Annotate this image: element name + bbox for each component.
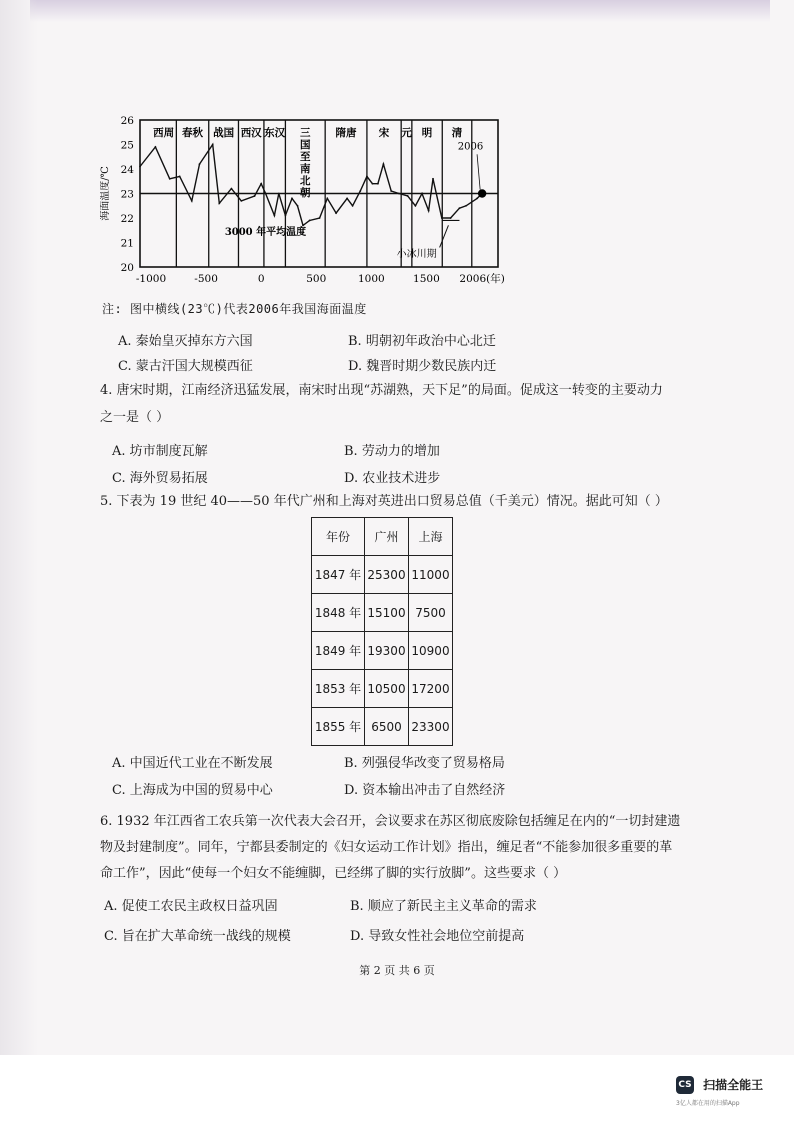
period-label: 宋	[378, 127, 390, 139]
option-text: 资本输出冲击了自然经济	[362, 783, 506, 798]
temperature-series-line	[140, 145, 482, 226]
x-tick-label: 1000	[357, 273, 385, 285]
temperature-data-point	[155, 146, 157, 148]
option-text: 顺应了新民主主义革命的需求	[367, 899, 537, 914]
temperature-data-point	[372, 183, 374, 185]
q5-stem: 5. 下表为 19 世纪 40——50 年代广州和上海对英进出口贸易总值（千美元）情况。据此可知（ ）	[100, 494, 668, 509]
y-tick-label: 26	[120, 115, 134, 127]
q6-stem-line3: 命工作”，因此“使每一个妇女不能缠脚，已经绑了脚的实行放脚”。这些要求（ ）	[100, 866, 567, 881]
year-2006-pointer	[477, 154, 480, 189]
table-cell: 15100	[365, 594, 409, 632]
scan-margin-bottom	[0, 1055, 794, 1124]
temperature-data-point	[377, 183, 379, 185]
option-text: 秦始皇灭掉东方六国	[135, 334, 253, 349]
table-cell: 10500	[365, 670, 409, 708]
q6-option-d[interactable]	[350, 925, 524, 944]
option-label: C.	[104, 929, 118, 944]
option-text: 坊市制度瓦解	[129, 444, 208, 459]
q5-option-a[interactable]	[112, 752, 273, 771]
q4-option-c[interactable]	[112, 467, 208, 486]
table-header: 年份	[312, 518, 365, 556]
table-cell: 11000	[409, 556, 453, 594]
table-header: 上海	[409, 518, 453, 556]
temperature-data-point	[335, 212, 337, 214]
temperature-data-point	[383, 163, 385, 165]
scanner-logo-icon: CS	[676, 1076, 694, 1094]
x-tick-label: 500	[306, 273, 327, 285]
option-label: A.	[112, 756, 126, 771]
table-cell: 25300	[365, 556, 409, 594]
temperature-data-point	[441, 217, 443, 219]
scanner-tagline: 3亿人都在用的扫描App	[676, 1099, 740, 1107]
x-tick-label: -1000	[135, 273, 167, 285]
table-cell: 1849 年	[312, 632, 365, 670]
chart-note: 注: 图中横线(23℃)代表2006年我国海面温度	[102, 302, 367, 316]
temperature-data-point	[297, 205, 299, 207]
temperature-data-point	[179, 175, 181, 177]
period-label: 西汉	[240, 127, 262, 139]
temperature-data-point	[432, 178, 434, 180]
temperature-data-point	[265, 193, 267, 195]
q6-option-c[interactable]	[104, 925, 291, 944]
option-label: A.	[118, 334, 132, 349]
table-cell: 1848 年	[312, 594, 365, 632]
temperature-data-point	[366, 175, 368, 177]
temperature-data-point	[260, 183, 262, 185]
table-row	[312, 632, 453, 670]
temperature-data-point	[278, 193, 280, 195]
table-header: 广州	[365, 518, 409, 556]
table-cell: 1855 年	[312, 708, 365, 746]
period-label: 三	[300, 127, 311, 139]
temperature-data-point	[218, 202, 220, 204]
temperature-data-point	[212, 144, 214, 146]
option-label: B.	[350, 899, 364, 914]
q6-stem-line1: 6. 1932 年江西省工农兵第一次代表大会召开，会议要求在苏区彻底废除包括缠足在内的“一切封建遗	[100, 814, 681, 829]
option-text: 明朝初年政治中心北迁	[365, 334, 496, 349]
period-label: 战国	[213, 127, 235, 139]
q3-option-c[interactable]	[118, 355, 253, 374]
temperature-data-point	[390, 190, 392, 192]
q4-option-d[interactable]	[344, 467, 440, 486]
option-text: 海外贸易拓展	[129, 471, 208, 486]
q4-option-b[interactable]	[344, 440, 440, 459]
ice-age-pointer	[440, 225, 449, 247]
q6-option-b[interactable]	[350, 895, 537, 914]
option-text: 劳动力的增加	[361, 444, 440, 459]
temperature-data-point	[398, 193, 400, 195]
q5-option-d[interactable]	[344, 779, 505, 798]
q3-option-a[interactable]	[118, 330, 253, 349]
temperature-data-point	[231, 188, 233, 190]
temperature-data-point	[254, 195, 256, 197]
table-row	[312, 556, 453, 594]
y-tick-label: 25	[120, 139, 134, 152]
period-label: 春秋	[182, 127, 204, 139]
option-label: D.	[344, 471, 359, 486]
period-label: 隋唐	[335, 127, 357, 139]
option-label: C.	[118, 359, 132, 374]
q6-stem-line2: 物及封建制度”。同年，宁都县委制定的《妇女运动工作计划》指出，缠足者“不能参加很多重要的革	[100, 840, 673, 855]
y-axis-label: 海面温度/℃	[100, 166, 111, 221]
period-label: 至	[300, 151, 311, 163]
scan-edge-left	[0, 0, 38, 1060]
option-text: 列强侵华改变了贸易格局	[361, 756, 505, 771]
option-label: B.	[344, 444, 358, 459]
period-label: 朝	[300, 187, 311, 199]
option-label: D.	[348, 359, 363, 374]
table-cell: 7500	[409, 594, 453, 632]
trade-table	[311, 517, 453, 746]
option-label: D.	[344, 783, 359, 798]
period-label: 东汉	[264, 127, 286, 139]
table-cell: 17200	[409, 670, 453, 708]
temperature-data-point	[407, 195, 409, 197]
temperature-data-point	[421, 193, 423, 195]
option-text: 导致女性社会地位空前提高	[368, 929, 525, 944]
temperature-data-point	[291, 198, 293, 200]
temperature-data-point	[450, 217, 452, 219]
option-label: C.	[112, 783, 126, 798]
x-tick-label: 2006(年)	[459, 273, 505, 285]
option-label: A.	[104, 899, 118, 914]
period-label: 国	[300, 139, 311, 151]
q5-option-c[interactable]	[112, 779, 273, 798]
table-header-row	[312, 518, 453, 556]
option-label: A.	[112, 444, 126, 459]
x-tick-label: 0	[257, 273, 265, 285]
x-tick-label: 1500	[413, 273, 440, 285]
y-tick-label: 24	[120, 164, 134, 176]
period-label: 明	[421, 127, 433, 139]
temperature-data-point	[273, 215, 275, 217]
y-tick-label: 22	[120, 213, 134, 225]
option-text: 魏晋时期少数民族内迁	[366, 359, 497, 374]
temperature-data-point	[346, 198, 348, 200]
option-label: C.	[112, 471, 126, 486]
temperature-data-point	[240, 200, 242, 202]
q3-option-d[interactable]	[348, 355, 496, 374]
page-footer: 第 2 页 共 6 页	[359, 964, 435, 977]
temperature-data-point	[428, 210, 430, 212]
option-text: 中国近代工业在不断发展	[129, 756, 273, 771]
table-row	[312, 670, 453, 708]
temperature-data-point	[414, 205, 416, 207]
scanner-watermark	[676, 1074, 763, 1107]
table-cell: 23300	[409, 708, 453, 746]
period-label: 清	[451, 127, 463, 139]
table-cell: 10900	[409, 632, 453, 670]
ice-age-label: 小冰川期	[396, 249, 437, 261]
table-cell: 1853 年	[312, 670, 365, 708]
period-label: 西周	[153, 127, 175, 139]
option-text: 旨在扩大革命统一战线的规模	[121, 929, 291, 944]
temperature-data-point	[139, 166, 141, 168]
table-row	[312, 594, 453, 632]
option-label: B.	[348, 334, 362, 349]
q3-option-b[interactable]	[348, 330, 496, 349]
temperature-data-point	[476, 198, 478, 200]
temperature-data-point	[326, 198, 328, 200]
y-tick-label: 23	[120, 188, 134, 201]
temperature-data-point	[191, 200, 193, 202]
scanner-app-name: 扫描全能王	[703, 1078, 764, 1092]
year-2006-label: 2006	[457, 141, 484, 153]
temperature-data-point	[459, 207, 461, 209]
option-label: B.	[344, 756, 358, 771]
temperature-data-point	[309, 220, 311, 222]
temperature-data-point	[169, 178, 171, 180]
q4-stem-line1: 4. 唐宋时期，江南经济迅猛发展，南宋时出现“苏湖熟，天下足”的局面。促成这一转变的主要动力	[100, 383, 663, 398]
option-label: D.	[350, 929, 365, 944]
y-tick-label: 21	[120, 237, 134, 250]
option-text: 农业技术进步	[362, 471, 441, 486]
year-2006-marker	[478, 189, 486, 197]
option-text: 上海成为中国的贸易中心	[129, 783, 273, 798]
temperature-data-point	[319, 217, 321, 219]
q4-option-a[interactable]	[112, 440, 208, 459]
period-label: 元	[401, 127, 412, 139]
table-cell: 6500	[365, 708, 409, 746]
y-tick-label: 20	[120, 262, 134, 274]
q5-option-b[interactable]	[344, 752, 505, 771]
chart-svg	[100, 112, 520, 294]
table-cell: 1847 年	[312, 556, 365, 594]
period-label: 南	[300, 163, 311, 175]
option-text: 蒙古汗国大规模西征	[135, 359, 253, 374]
temperature-data-point	[302, 224, 304, 226]
temperature-data-point	[359, 190, 361, 192]
x-tick-label: -500	[194, 273, 218, 285]
temperature-data-point	[199, 163, 201, 165]
table-row	[312, 708, 453, 746]
temperature-data-point	[285, 215, 287, 217]
option-text: 促使工农民主政权日益巩固	[121, 899, 278, 914]
temperature-data-point	[352, 205, 354, 207]
sea-temperature-chart	[100, 112, 520, 294]
q6-option-a[interactable]	[104, 895, 278, 914]
table-cell: 19300	[365, 632, 409, 670]
avg-temperature-label: 3000 年平均温度	[224, 227, 307, 239]
period-label: 北	[300, 175, 311, 187]
temperature-data-point	[465, 205, 467, 207]
q4-stem-line2: 之一是（ ）	[100, 410, 170, 425]
scan-edge-top	[30, 0, 770, 22]
